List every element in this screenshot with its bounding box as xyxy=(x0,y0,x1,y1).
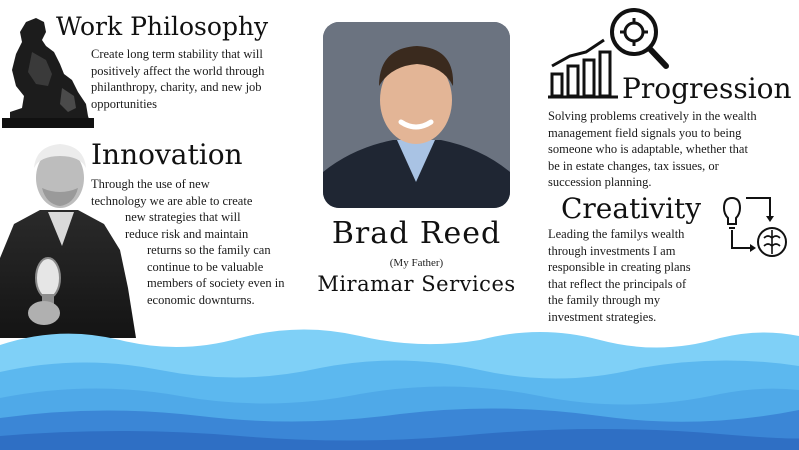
person-name: Brad Reed xyxy=(331,216,502,251)
creativity-text xyxy=(548,226,728,325)
text-line: management field signals you to being xyxy=(548,125,742,140)
portrait-photo xyxy=(323,22,510,208)
text-line: Create long term stability that will xyxy=(91,47,263,61)
text-line: members of society even in xyxy=(147,276,285,290)
progression-text xyxy=(548,108,793,191)
text-line: new strategies that will xyxy=(125,210,241,224)
work-philosophy-text xyxy=(91,46,264,112)
innovation-title: Innovation xyxy=(91,138,243,171)
text-line: technology we are able to create xyxy=(91,193,253,208)
text-line: through investments I am xyxy=(548,243,676,258)
person-relation: (My Father) xyxy=(389,257,444,269)
text-line: be in estate changes, tax issues, or xyxy=(548,158,719,173)
text-line: someone who is adaptable, whether that xyxy=(548,142,748,156)
text-line: investment strategies. xyxy=(548,309,657,324)
text-line: responsible in creating plans xyxy=(548,260,691,274)
innovation-text xyxy=(91,176,321,308)
text-line: opportunities xyxy=(91,96,157,111)
text-line: the family through my xyxy=(548,293,661,307)
portrait-avatar-icon xyxy=(323,22,510,208)
company-name: Miramar Services xyxy=(317,272,516,296)
text-line: Solving problems creatively in the wealth xyxy=(548,109,757,123)
text-line: Leading the familys wealth xyxy=(548,227,685,241)
text-line: reduce risk and maintain xyxy=(125,226,249,241)
text-line: returns so the family can xyxy=(147,243,271,257)
text-line: continue to be valuable xyxy=(147,259,264,274)
creativity-title: Creativity xyxy=(561,192,702,225)
text-line: succession planning. xyxy=(548,175,652,189)
progression-title: Progression xyxy=(622,72,792,105)
text-line: positively affect the world through xyxy=(91,63,265,78)
work-philosophy-title: Work Philosophy xyxy=(56,12,269,41)
text-line: philanthropy, charity, and new job xyxy=(91,80,262,94)
text-line: that reflect the principals of xyxy=(548,276,687,291)
text-line: economic downturns. xyxy=(147,292,255,307)
text-line: Through the use of new xyxy=(91,177,210,191)
ocean-waves xyxy=(0,310,799,450)
